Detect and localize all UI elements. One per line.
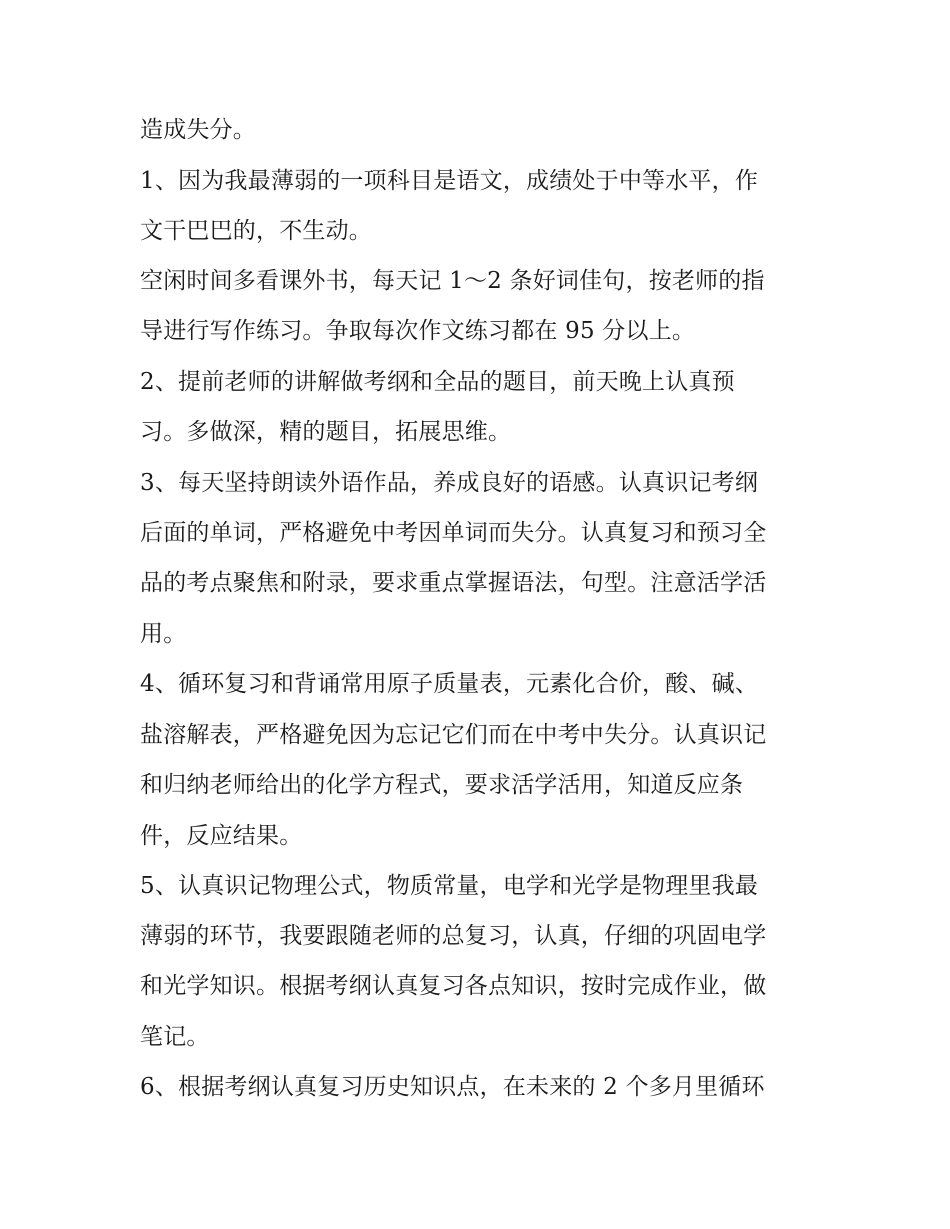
text-line: 后面的单词，严格避免中考因单词而失分。认真复习和预习全 [140, 520, 767, 546]
text-line: 用。 [140, 621, 187, 647]
text-line: 1、因为我最薄弱的一项科目是语文，成绩处于中等水平，作 [140, 168, 759, 194]
text-line: 空闲时间多看课外书，每天记 1～2 条好词佳句，按老师的指 [140, 268, 765, 294]
text-line: 导进行写作练习。争取每次作文练习都在 95 分以上。 [140, 318, 696, 344]
text-line: 6、根据考纲认真复习历史知识点，在未来的 2 个多月里循环 [140, 1074, 765, 1100]
text-line: 习。多做深，精的题目，拓展思维。 [140, 419, 512, 445]
text-line: 文干巴巴的，不生动。 [140, 218, 372, 244]
text-line: 笔记。 [140, 1024, 210, 1050]
text-line: 5、认真识记物理公式，物质常量，电学和光学是物理里我最 [140, 873, 759, 899]
text-line: 薄弱的环节，我要跟随老师的总复习，认真，仔细的巩固电学 [140, 923, 767, 949]
text-line: 件，反应结果。 [140, 823, 303, 849]
text-line: 和归纳老师给出的化学方程式，要求活学活用，知道反应条 [140, 772, 744, 798]
text-line: 2、提前老师的讲解做考纲和全品的题目，前天晚上认真预 [140, 369, 735, 395]
text-line: 和光学知识。根据考纲认真复习各点知识，按时完成作业，做 [140, 973, 767, 999]
text-line: 4、循环复习和背诵常用原子质量表，元素化合价，酸、碱、 [140, 671, 759, 697]
text-line: 品的考点聚焦和附录，要求重点掌握语法，句型。注意活学活 [140, 570, 767, 596]
text-line: 盐溶解表，严格避免因为忘记它们而在中考中失分。认真识记 [140, 722, 767, 748]
text-line: 造成失分。 [140, 117, 256, 143]
text-line: 3、每天坚持朗读外语作品，养成良好的语感。认真识记考纲 [140, 470, 759, 496]
